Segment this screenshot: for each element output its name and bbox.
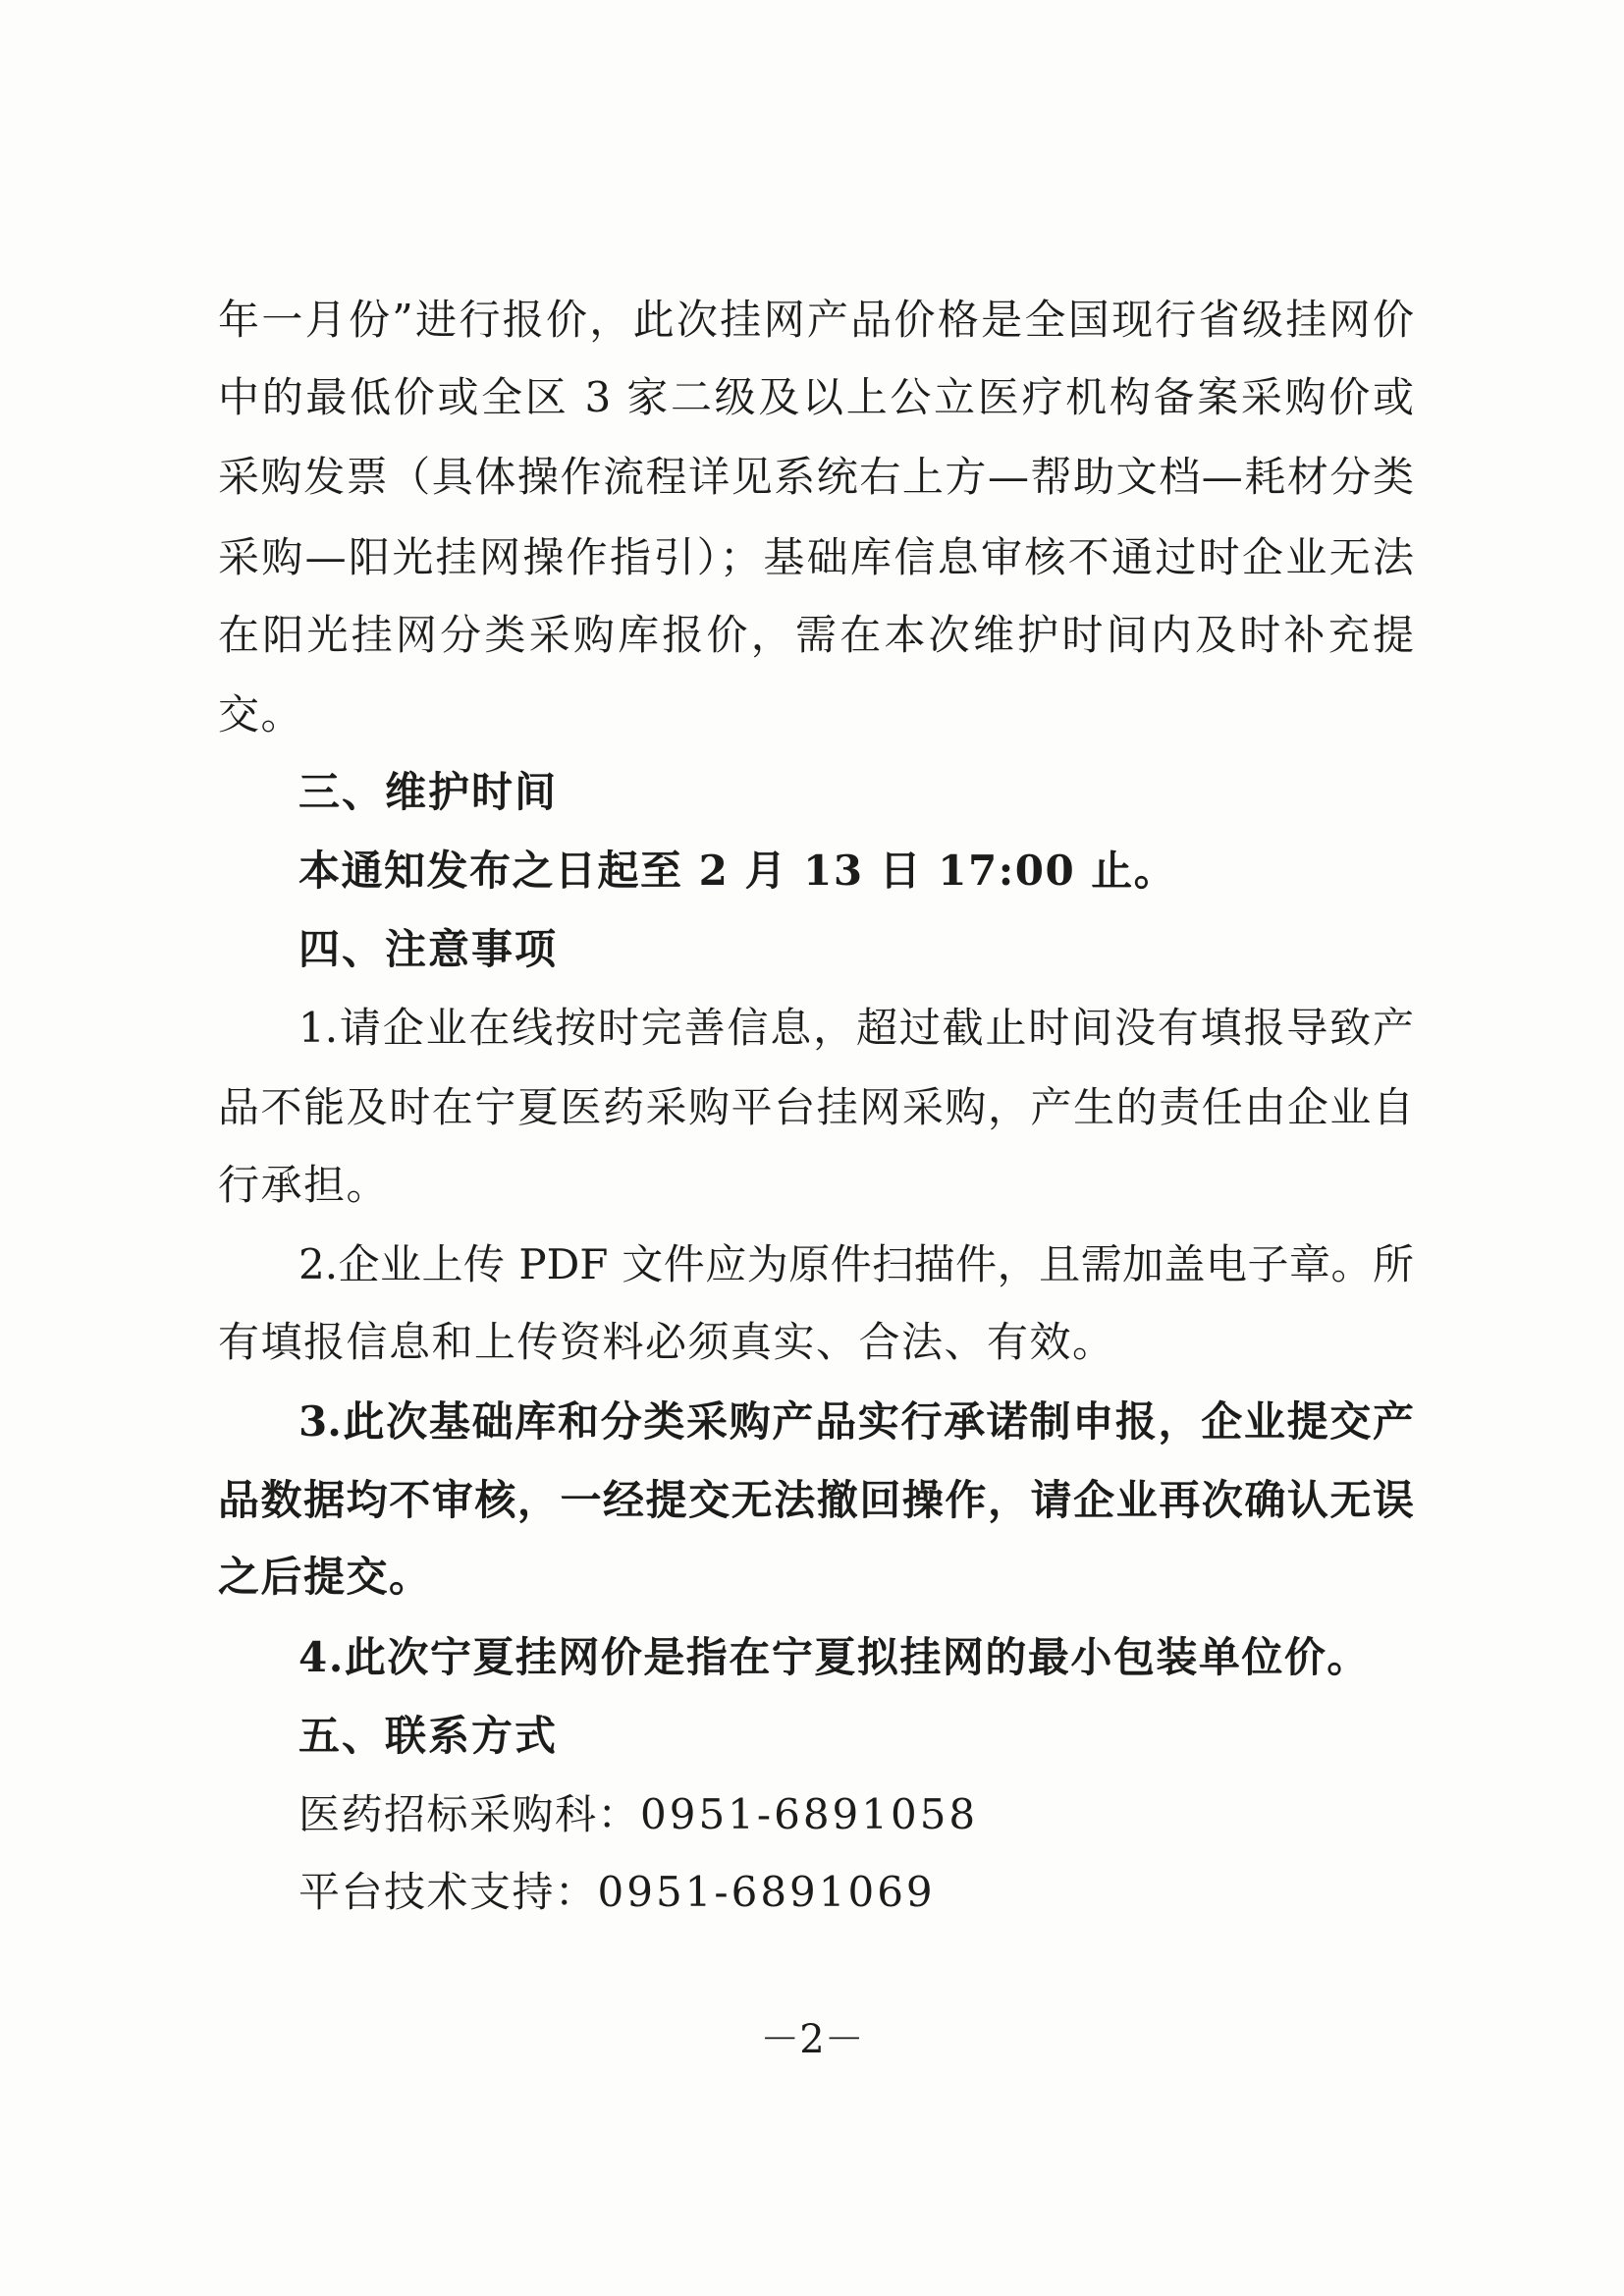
paragraph-line: 交。 (218, 690, 304, 738)
contact-line (298, 1863, 936, 1922)
section-heading-maintenance-time: 三、维护时间 (298, 768, 559, 816)
contact-line (298, 1785, 978, 1844)
note-item-3-line: 品数据均不审核，一经提交无法撤回操作，请企业再次确认无误 (218, 1476, 1414, 1524)
note-item-2-line: 有填报信息和上传资料必须真实、合法、有效。 (218, 1318, 1115, 1366)
note-item-2-line: 2.企业上传 PDF 文件应为原件扫描件，且需加盖电子章。所 (298, 1240, 1414, 1288)
maintenance-time-text: 本通知发布之日起至 2 月 13 日 17:00 止。 (298, 847, 1177, 895)
page-number: －2－ (760, 2017, 864, 2062)
contact-phone: 0951-6891069 (597, 1868, 936, 1916)
paragraph-line: 在阳光挂网分类采购库报价，需在本次维护时间内及时补充提 (218, 611, 1414, 659)
contact-label: 医药招标采购科： (298, 1790, 641, 1838)
paragraph-line: 年一月份”进行报价，此次挂网产品价格是全国现行省级挂网价 (218, 296, 1414, 344)
note-item-1-line: 品不能及时在宁夏医药采购平台挂网采购，产生的责任由企业自 (218, 1083, 1414, 1131)
contact-label: 平台技术支持： (298, 1868, 598, 1916)
paragraph-line: 采购发票（具体操作流程详见系统右上方—帮助文档—耗材分类 (218, 453, 1414, 501)
note-item-3-line: 之后提交。 (218, 1553, 432, 1601)
paragraph-line: 中的最低价或全区 3 家二级及以上公立医疗机构备案采购价或 (218, 373, 1414, 421)
contact-phone: 0951-6891058 (640, 1790, 979, 1838)
section-heading-notes: 四、注意事项 (298, 925, 559, 973)
section-heading-contacts: 五、联系方式 (298, 1712, 559, 1760)
note-item-4-line: 4.此次宁夏挂网价是指在宁夏拟挂网的最小包装单位价。 (298, 1633, 1370, 1681)
note-item-1-line: 1.请企业在线按时完善信息，超过截止时间没有填报导致产 (298, 1004, 1414, 1052)
paragraph-line: 采购—阳光挂网操作指引）；基础库信息审核不通过时企业无法 (218, 533, 1414, 581)
note-item-3-line: 3.此次基础库和分类采购产品实行承诺制申报，企业提交产 (298, 1397, 1414, 1446)
note-item-1-line: 行承担。 (218, 1161, 390, 1209)
